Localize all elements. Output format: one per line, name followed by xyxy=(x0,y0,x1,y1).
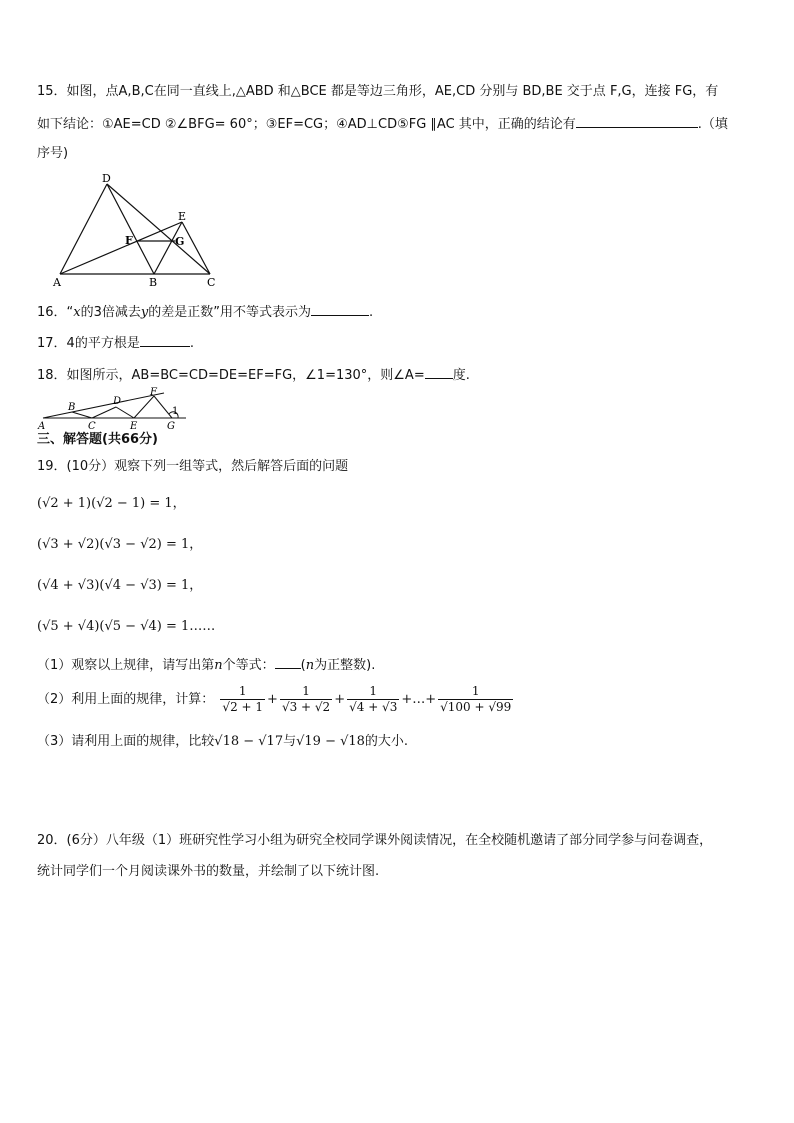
q16-var-x: x xyxy=(73,305,81,320)
fraction-denominator: √100 + √99 xyxy=(440,700,512,714)
q18-label-D: D xyxy=(113,396,122,407)
fraction-numerator: 1 xyxy=(471,684,480,698)
q20-line2: 统计同学们一个月阅读课外书的数量，并绘制了以下统计图. xyxy=(37,864,380,879)
q16-line xyxy=(37,302,373,322)
q15-label-D: D xyxy=(102,172,111,185)
q16-answer-blank[interactable] xyxy=(311,302,369,316)
q15-line2-end: .（填 xyxy=(697,117,728,132)
q19-part3-text-mid: 与 xyxy=(283,734,297,749)
q15-label-B: B xyxy=(149,276,158,289)
q15-line3: 序号) xyxy=(37,146,69,161)
q19-part3-expr2: √19 − √18 xyxy=(296,734,365,749)
q19-fraction-2 xyxy=(280,684,332,715)
q19-part3-text-post: 的大小. xyxy=(364,734,409,749)
q15-label-G: G xyxy=(175,235,185,248)
plus-sign: + xyxy=(267,692,278,707)
q18-label-E: E xyxy=(130,421,138,431)
q18-line xyxy=(37,365,470,385)
q17-text: 17．4的平方根是 xyxy=(37,336,140,351)
q19-equation-3: (√4 + √3)(√4 − √3) = 1， xyxy=(37,578,203,593)
q19-part3-text: （3）请利用上面的规律，比较 xyxy=(37,734,215,749)
q19-title: 19．(10分）观察下列一组等式，然后解答后面的问题 xyxy=(37,459,349,474)
q15-label-C: C xyxy=(207,276,216,289)
q17-text-end: . xyxy=(189,336,194,351)
section-3-heading: 三、解答题(共66分) xyxy=(37,432,158,447)
q19-part1-var-n: n xyxy=(214,658,223,673)
q18-answer-blank[interactable] xyxy=(425,365,453,379)
q19-part1-text: （1）观察以上规律，请写出第 xyxy=(37,658,215,673)
q16-var-y: y xyxy=(140,305,149,320)
q19-fraction-1 xyxy=(220,684,265,715)
q19-part3-expr1: √18 − √17 xyxy=(214,734,284,749)
fraction-numerator: 1 xyxy=(369,684,378,698)
q15-line2 xyxy=(37,114,728,134)
q19-equation-1: (√2 + 1)(√2 − 1) = 1， xyxy=(37,496,186,511)
q17-line xyxy=(37,333,194,353)
fraction-denominator: √2 + 1 xyxy=(222,700,264,714)
q18-text-end: 度. xyxy=(452,368,470,383)
q19-fraction-3 xyxy=(347,684,399,715)
q19-equation-2: (√3 + √2)(√3 − √2) = 1， xyxy=(37,537,203,552)
q18-label-G: G xyxy=(167,421,175,431)
q19-part3 xyxy=(37,733,408,751)
fraction-denominator: √4 + √3 xyxy=(349,700,398,714)
q19-part1-text-mid: 个等式： xyxy=(222,658,275,673)
q18-label-B: B xyxy=(68,402,76,413)
q19-fraction-4 xyxy=(438,684,513,715)
q19-part2-text: （2）利用上面的规律，计算： xyxy=(37,692,215,707)
q18-angle-label-1: 1 xyxy=(172,406,179,417)
q15-label-E: E xyxy=(178,210,187,223)
q18-label-C: C xyxy=(88,421,96,431)
q15-line1: 15．如图，点A,B,C在同一直线上,△ABD 和△BCE 都是等边三角形，AE,CD 分别与 BD,BE 交于点 F,G，连接 FG，有 xyxy=(37,84,719,99)
q18-label-F: F xyxy=(150,387,157,398)
ellipsis-sign: +…+ xyxy=(401,692,437,707)
fraction-numerator: 1 xyxy=(302,684,310,698)
q18-label-A: A xyxy=(38,421,46,431)
q18-text: 18．如图所示，AB=BC=CD=DE=EF=FG，∠1=130°，则∠A= xyxy=(37,368,425,383)
q19-part1 xyxy=(37,655,375,675)
q19-part2 xyxy=(37,682,515,718)
q19-part1-text-post: 为正整数). xyxy=(314,658,376,673)
plus-sign: + xyxy=(334,692,346,707)
q15-answer-blank[interactable] xyxy=(576,114,698,128)
q15-label-A: A xyxy=(53,276,61,289)
q20-line1: 20．(6分）八年级（1）班研究性学习小组为研究全校同学课外阅读情况，在全校随机邀请了部分同学参与问卷调查， xyxy=(37,833,713,848)
q15-line2-text: 如下结论：①AE=CD ②∠BFG= 60°；③EF=CG；④AD⊥CD⑤FG ∥AC 其中，正确的结论有 xyxy=(37,117,576,132)
q18-zigzag-figure xyxy=(36,387,196,431)
q19-part1-answer-blank[interactable] xyxy=(275,655,301,669)
q16-text-mid: 的3倍减去 xyxy=(80,305,141,320)
q19-part1-var-n2: n xyxy=(305,658,315,673)
fraction-denominator: √3 + √2 xyxy=(281,700,331,714)
q16-text-post: 的差是正数”用不等式表示为 xyxy=(148,305,312,320)
q19-part1-paren: ( xyxy=(300,658,306,673)
q15-triangle-figure xyxy=(45,170,230,290)
q16-text-end: . xyxy=(369,305,374,320)
fraction-numerator: 1 xyxy=(238,684,247,698)
q17-answer-blank[interactable] xyxy=(140,333,190,347)
q19-equation-4: (√5 + √4)(√5 − √4) = 1…… xyxy=(37,619,216,634)
q15-label-F: F xyxy=(125,234,133,247)
q16-text-pre: 16．“ xyxy=(37,305,74,320)
